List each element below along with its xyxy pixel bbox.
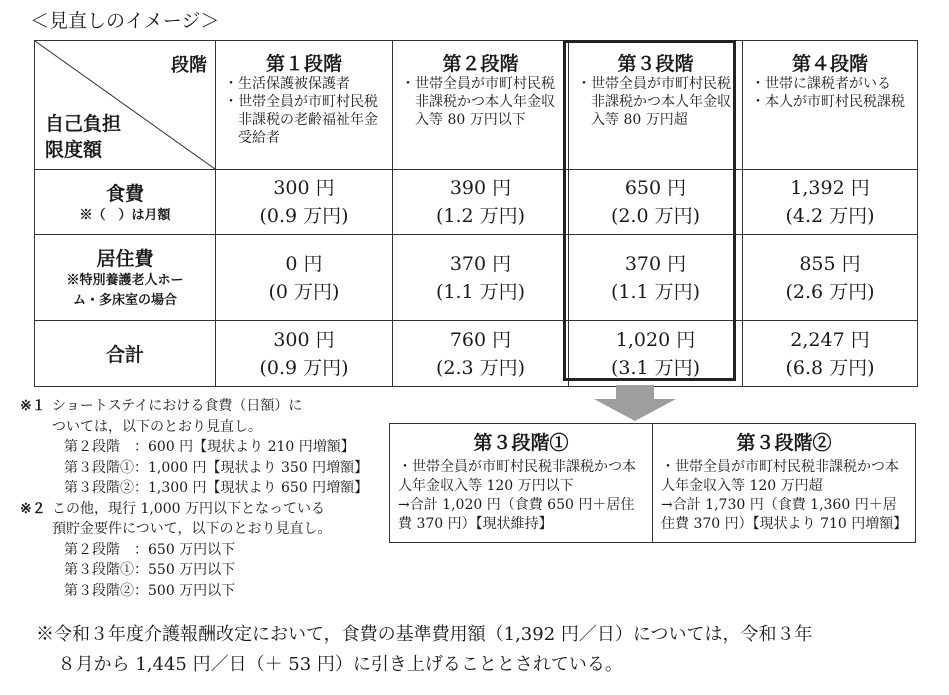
table-row-housing	[35, 235, 918, 321]
down-arrow-icon	[590, 385, 680, 421]
note-2: ※２ この他，現行 1,000 万円以下となっている	[20, 500, 325, 517]
row-label-food: 食費 ※（ ）は月額	[35, 170, 216, 235]
page-title: ＜見直しのイメージ＞	[30, 10, 220, 32]
stage-header-4: 第４段階 ・世帯に課税者がいる ・本人が市町村民税課税	[743, 41, 918, 170]
note-item: 第３段階①：550 万円以下	[64, 562, 236, 578]
stage-desc: ・本人が市町村民税課税	[751, 94, 905, 110]
corner-cell	[35, 41, 216, 170]
burden-limit-table	[34, 40, 918, 387]
table-cell: 1,020 円 (3.1 万円)	[569, 321, 743, 387]
row-label-housing: 居住費 ※特別養護老人ホー ム・多床室の場合	[35, 235, 216, 321]
note-item: 第３段階②：1,300 円【現状より 650 円増額】	[64, 480, 369, 496]
table-row-total	[35, 321, 918, 387]
stage-desc: ・生活保護被保護者	[224, 76, 350, 92]
stage-header-2: 第２段階 ・世帯全員が市町村民税非課税かつ本人年金収入等 80 万円以下	[393, 41, 569, 170]
stage-header-1: 第１段階 ・生活保護被保護者 ・世帯全員が市町村民税非課税の老齢福祉年金受給者	[216, 41, 393, 170]
stage-desc: ・世帯全員が市町村民税非課税の老齢福祉年金受給者	[224, 94, 378, 146]
table-cell: 300 円 (0.9 万円)	[216, 170, 393, 235]
stage3-1-cell: 第３段階① ・世帯全員が市町村民税非課税かつ本人年金収入等 120 万円以下 →合計 1,020 円（食費 650 円＋居住費 370 円）【現状維持】	[390, 424, 653, 543]
table-cell: 855 円 (2.6 万円)	[743, 235, 918, 321]
stage-header-3: 第３段階 ・世帯全員が市町村民税非課税かつ本人年金収入等 80 万円超	[569, 41, 743, 170]
stage-desc: ・世帯全員が市町村民税非課税かつ本人年金収入等 80 万円超	[577, 76, 731, 128]
note-item: 第３段階②：500 万円以下	[64, 582, 236, 599]
stage-desc: ・世帯に課税者がいる	[751, 76, 891, 92]
footnotes: ※１ ショートステイにおける食費（日額）に ついては，以下のとおり見直し。 第２段階 ：600 円【現状より 210 円増額】 第３段階①：1,000 円【現状より 350 円増額】 第３段階②：1,300 円【現状より 650 円増額】 ※２ この他，現行 1,000 万円以下となっている 預貯金要件について，以下のとおり見直し。 第２段階 ：650 万円以下 第３段階①：550 万円以下 第３段階②：500 万円以下	[20, 396, 380, 601]
table-cell: 2,247 円 (6.8 万円)	[743, 321, 918, 387]
table-cell: 370 円 (1.1 万円)	[569, 235, 743, 321]
table-cell: 300 円 (0.9 万円)	[216, 321, 393, 387]
note-1: ※１ ショートステイにおける食費（日額）に	[20, 398, 303, 414]
note-item: 第２段階 ：600 円【現状より 210 円増額】	[64, 439, 355, 455]
row-label-total: 合計	[35, 321, 216, 387]
table-cell: 1,392 円 (4.2 万円)	[743, 170, 918, 235]
note-item: 第２段階 ：650 万円以下	[64, 541, 236, 558]
corner-burden-label: 自己負担 限度額	[45, 113, 122, 161]
note-item: 第３段階①：1,000 円【現状より 350 円増額】	[64, 459, 369, 476]
footer-note: ※令和３年度介護報酬改定において，食費の基準費用額（1,392 円／日）については，令和３年 ８月から 1,445 円／日（＋ 53 円）に引き上げることとされている。	[36, 624, 813, 675]
stage3-2-cell: 第３段階② ・世帯全員が市町村民税非課税かつ本人年金収入等 120 万円超 →合計 1,730 円（食費 1,360 円＋居住費 370 円）【現状より 710 円増額】	[653, 424, 916, 543]
table-cell: 0 円 (0 万円)	[216, 235, 393, 321]
stage-desc: ・世帯全員が市町村民税非課税かつ本人年金収入等 80 万円以下	[401, 76, 555, 128]
table-header-row	[35, 41, 918, 170]
table-cell: 760 円 (2.3 万円)	[393, 321, 569, 387]
table-row-food	[35, 170, 918, 235]
stage3-split-table	[389, 423, 916, 543]
table-cell: 370 円 (1.1 万円)	[393, 235, 569, 321]
corner-stage-label: 段階	[171, 55, 207, 76]
table-cell: 390 円 (1.2 万円)	[393, 170, 569, 235]
table-cell: 650 円 (2.0 万円)	[569, 170, 743, 235]
